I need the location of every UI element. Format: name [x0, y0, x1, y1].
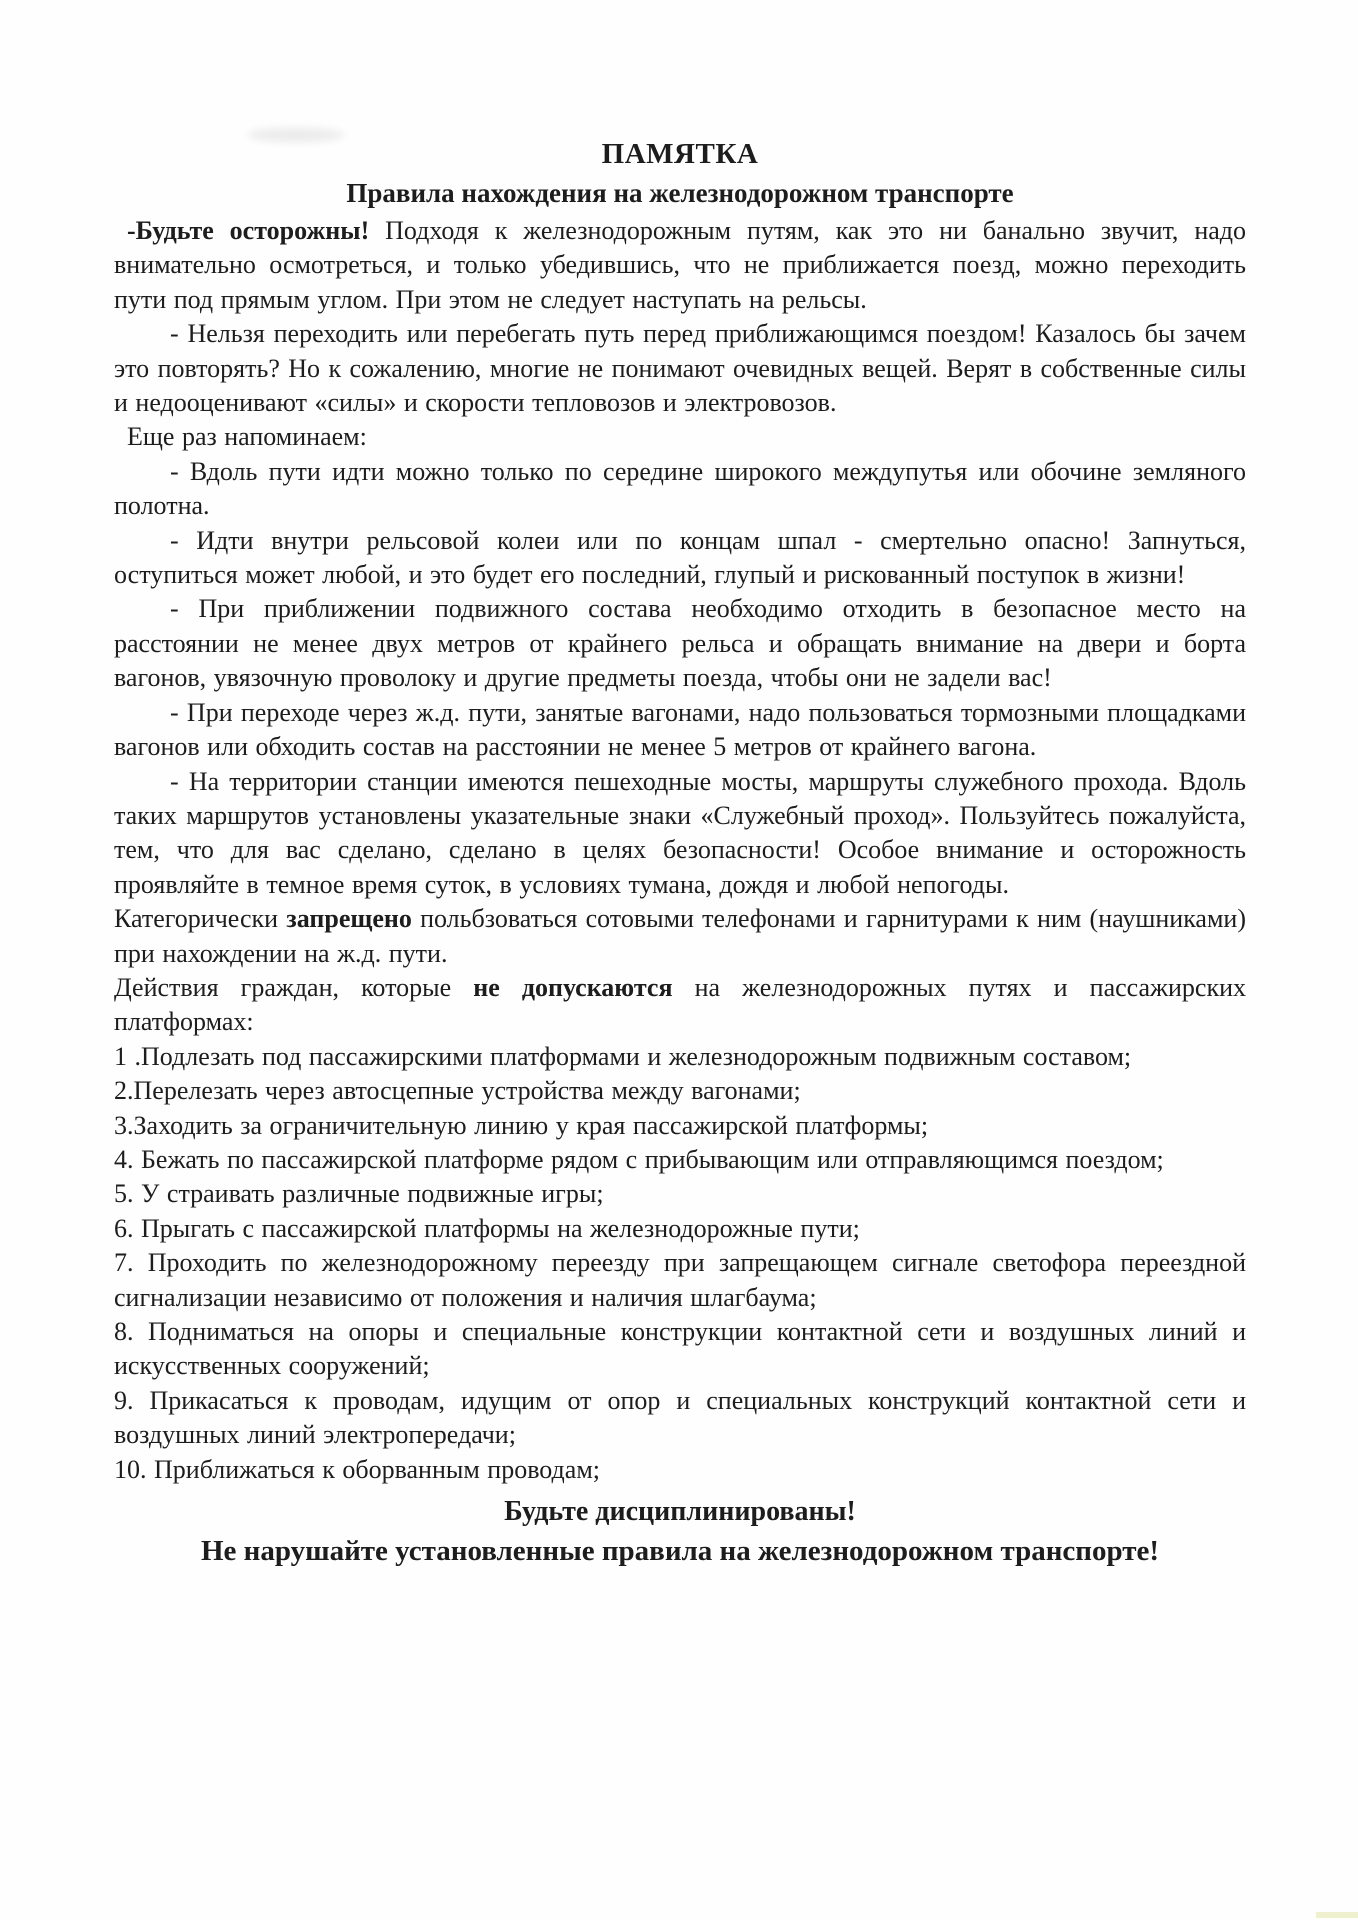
paragraph [114, 1212, 1246, 1246]
body-text: 3.Заходить за ограничительную линию у края пассажирской платформы; [114, 1110, 929, 1140]
paragraph [114, 902, 1246, 971]
body-text: 9. Прикасаться к проводам, идущим от опор и специальных конструкций контактной сети и воздушных линий электропередачи; [114, 1385, 1246, 1450]
paragraph [114, 696, 1246, 765]
footer-warning-line: Не нарушайте установленные правила на железнодорожном транспорте! [200, 1535, 1160, 1568]
paragraph [114, 1246, 1246, 1315]
body-text: - Идти внутри рельсовой колеи или по концам шпал - смертельно опасно! Запнуться, оступиться может любой, и это будет его последний, глупый и рискованный поступок в жизни! [114, 525, 1246, 590]
body-text: на железнодорожных путях и пассажирских платформах: [114, 972, 1247, 1037]
document-subtitle: Правила нахождения на железнодорожном транспорте [346, 178, 1014, 208]
body-text: польбзоваться сотовыми телефонами и гарнитурами к ним (наушниками) при нахождении на ж.д. пути. [114, 904, 1246, 968]
body-text: - На территории станции имеются пешеходные мосты, маршруты служебного прохода. Вдоль таких маршрутов установлены указательные знаки «Служебный проход». Пользуйтесь пожалуйста, тем, что для вас сделано, сделано в целях безопасности! Особое внимание и осторожность проявляйте в темное время суток, в условиях тумана, дождя и любой непогоды. [114, 766, 1246, 899]
body-text: - Нельзя переходить или перебегать путь перед приближающимся поездом! Казалось бы зачем это повторять? Но к сожалению, многие не понимают очевидных вещей. Верят в собственные силы и недооценивают «силы» и скорости тепловозов и электровозов. [114, 319, 1246, 418]
paragraph [114, 1177, 1246, 1211]
body-text: 10. Приближаться к оборванным проводам; [114, 1454, 601, 1484]
footer-discipline-line: Будьте дисциплинированы! [504, 1496, 856, 1528]
paragraph [114, 1074, 1246, 1108]
scan-artifact [248, 128, 344, 142]
paragraph [114, 971, 1246, 1040]
paragraph [114, 1384, 1246, 1453]
document-body [114, 214, 1246, 1487]
body-text: - При переходе через ж.д. пути, занятые вагонами, надо пользоваться тормозными площадками вагонов или обходить состав на расстоянии не менее 5 метров от крайнего вагона. [114, 697, 1246, 762]
paragraph [114, 420, 1246, 454]
paragraph [114, 317, 1246, 420]
body-text: - При приближении подвижного состава необходимо отходить в безопасное место на расстоянии не менее двух метров от крайнего рельса и обращать внимание на двери и борта вагонов, увязочную проволоку и другие предметы поезда, чтобы они не задели вас! [114, 594, 1246, 693]
paragraph [114, 455, 1246, 524]
body-text: Действия граждан, которые [114, 972, 474, 1002]
emphasis-text: запрещено [286, 904, 412, 934]
body-text: Еще раз напоминаем: [127, 422, 367, 452]
body-text: 5. У страивать различные подвижные игры; [114, 1179, 604, 1209]
body-text: - Вдоль пути идти можно только по середине широкого междупутья или обочине земляного полотна. [114, 456, 1246, 521]
paragraph [114, 1040, 1246, 1074]
body-text: Категорически [114, 904, 287, 934]
body-text: 7. Проходить по железнодорожному переезду при запрещающем сигнале светофора переездной сигнализации независимо от положения и наличия шлагбаума; [114, 1248, 1246, 1312]
paragraph [114, 1453, 1246, 1487]
paragraph [114, 1315, 1246, 1384]
emphasis-text: -Будьте осторожны! [127, 216, 370, 245]
body-text: 6. Прыгать с пассажирской платформы на железнодорожные пути; [114, 1213, 860, 1243]
paragraph [114, 214, 1246, 317]
document-title: ПАМЯТКА [601, 138, 759, 170]
body-text: 1 .Подлезать под пассажирскими платформами и железнодорожным подвижным составом; [114, 1041, 1132, 1071]
paragraph [114, 592, 1246, 695]
paragraph [114, 765, 1246, 903]
scan-artifact [1316, 1912, 1358, 1918]
paragraph [114, 524, 1246, 593]
body-text: 8. Подниматься на опоры и специальные конструкции контактной сети и воздушных линий и искусственных сооружений; [114, 1317, 1246, 1381]
body-text: 4. Бежать по пассажирской платформе рядом с прибывающим или отправляющимся поездом; [114, 1144, 1164, 1174]
emphasis-text: не допускаются [473, 972, 673, 1002]
body-text: 2.Перелезать через автосцепные устройства между вагонами; [114, 1076, 801, 1106]
body-text: Подходя к железнодорожным путям, как это ни банально звучит, надо внимательно осмотреться, и только убедившись, что не приближается поезд, можно переходить пути под прямым углом. При этом не следует наступать на рельсы. [114, 216, 1246, 314]
paragraph [114, 1109, 1246, 1143]
paragraph [114, 1143, 1246, 1177]
